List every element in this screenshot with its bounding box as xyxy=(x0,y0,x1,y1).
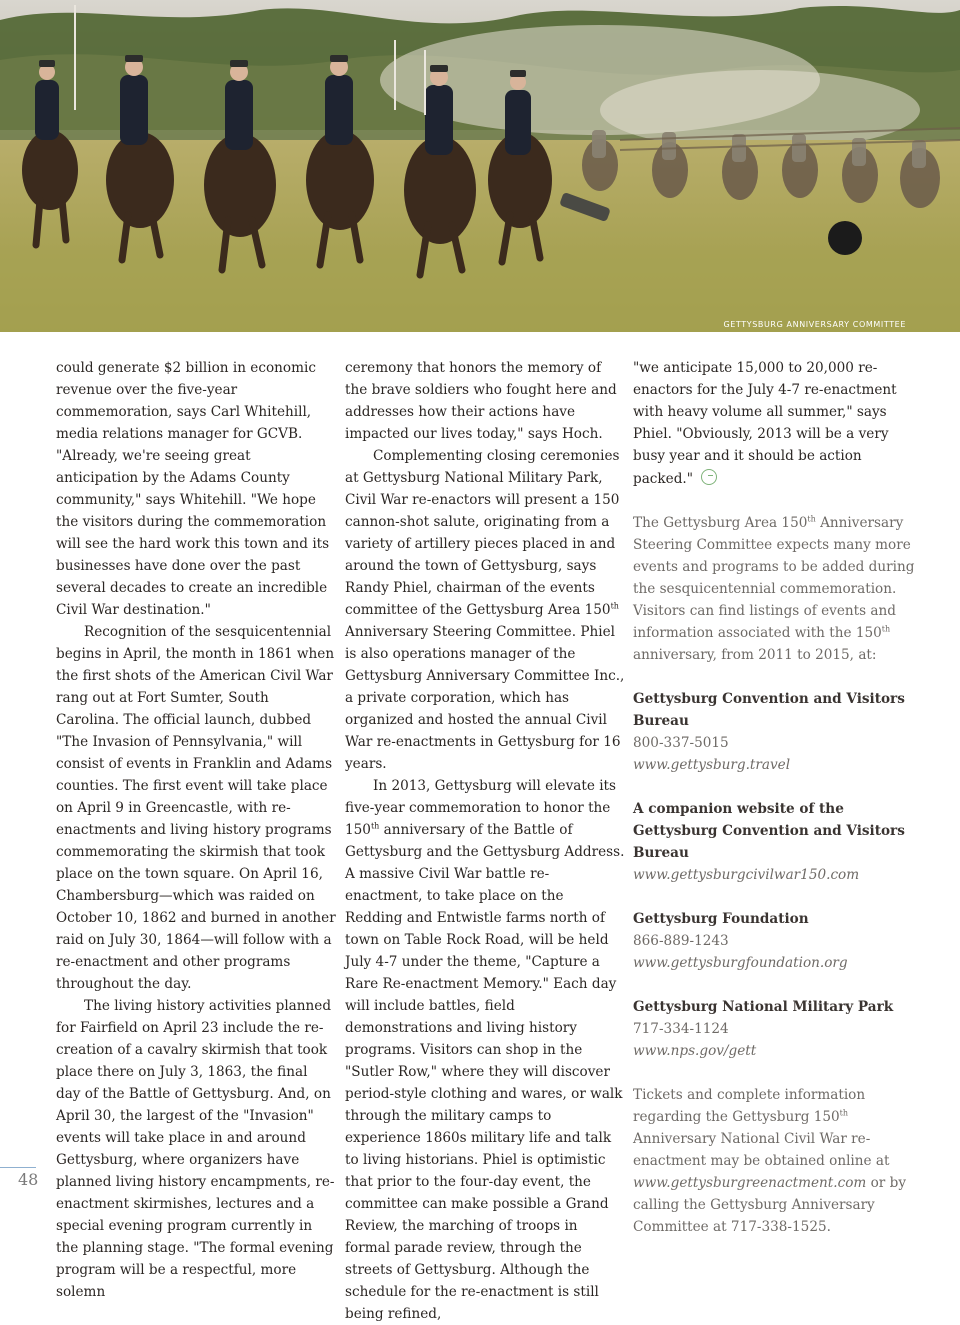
quote-paragraph: "we anticipate 15,000 to 20,000 re-enactors for the July 4-7 re-enactment with heavy volume all summer," says Phiel. "Obviously, 2013 will be a very busy year and it should be action packed." xyxy=(633,360,897,487)
article-column-3 xyxy=(633,357,923,1238)
paragraph: The living history activities planned for Fairfield on April 23 include the re-creation of a cavalry skirmish that took place there on July 3, 1863, the final day of the Battle of Gettysburg. And, on April 30, the largest of the "Invasion" events will take place in and around Gettysburg, where organizers have planned living history encampments, re-enactment skirmishes, lectures and a special evening program currently in the planning stage. "The formal evening program will be a respectful, more solemn xyxy=(56,998,335,1300)
paragraph: Complementing closing ceremonies at Gettysburg National Military Park, Civil War re-enactors will present a 150 cannon-shot salute, originating from a variety of artillery pieces placed in and around the town of Gettysburg, says Randy Phiel, chairman of the events committee of the Gettysburg Area 150th Anniversary Steering Committee. Phiel is also operations manager of the Gettysburg Anniversary Committee Inc., a private corporation, which has organized and hosted the annual Civil War re-enactments in Gettysburg for 16 years. xyxy=(345,448,625,772)
sidebar-intro: The Gettysburg Area 150th Anniversary Steering Committee expects many more events and programs to be added during the sesquicentennial commemoration. Visitors can find listings of events and information associated with the 150th anniversary, from 2011 to 2015, at: xyxy=(633,514,915,663)
resource-link[interactable]: www.gettysburgcivilwar150.com xyxy=(633,867,860,883)
resource-link[interactable]: www.gettysburg.travel xyxy=(633,757,791,773)
paragraph: could generate $2 billion in economic revenue over the five-year commemoration, says Carl Whitehill, media relations manager for GCVB. "Already, we're seeing great anticipation by the Adams County community," says Whitehill. "We hope the visitors during the commemoration will see the hard work this town and its businesses have done over the past several decades to create an incredible Civil War destination." xyxy=(56,360,330,618)
resource-link[interactable]: www.nps.gov/gett xyxy=(633,1043,757,1059)
resource-name: A companion website of the Gettysburg Convention and Visitors Bureau xyxy=(633,801,905,861)
resource-name: Gettysburg Convention and Visitors Bureau xyxy=(633,691,905,729)
resource-phone: 800-337-5015 xyxy=(633,735,729,751)
page-number: 48 xyxy=(18,1170,39,1189)
resource-block xyxy=(633,688,923,776)
paragraph: In 2013, Gettysburg will elevate its five-year commemoration to honor the 150th anniversary of the Battle of Gettysburg and the Gettysburg Address. A massive Civil War battle re-enactment, to take place on the Redding and Entwistle farms north of town on Table Rock Road, will be held July 4-7 under the theme, "Capture a Rare Re-enactment Memory." Each day will include battles, field demonstrations and living history programs. Visitors can shop in the "Sutler Row," where they will discover period-style clothing and wares, or walk through the military camps to experience 1860s military life and talk to living historians. Phiel is optimistic that prior to the four-day event, the committee can make possible a Grand Review, the marching of troops in formal parade review, through the streets of Gettysburg. Although the schedule for the re-enactment is still being refined, xyxy=(345,778,625,1322)
resource-link[interactable]: www.gettysburgfoundation.org xyxy=(633,955,848,971)
tickets-link[interactable]: www.gettysburgreenactment.com xyxy=(633,1175,867,1191)
cavalry-charge-illustration xyxy=(0,0,960,332)
resource-block xyxy=(633,798,923,886)
resource-block xyxy=(633,908,923,974)
resource-block xyxy=(633,996,923,1062)
tickets-info: Tickets and complete information regarding the Gettysburg 150th Anniversary National Civil War re-enactment may be obtained online at www.gettysburgreenactment.com or by calling the Gettysburg Anniversary Committee at 717-338-1525. xyxy=(633,1087,907,1235)
article-column-2 xyxy=(345,357,625,1325)
hero-photo xyxy=(0,0,960,332)
end-of-article-icon xyxy=(701,469,717,485)
resource-phone: 717-334-1124 xyxy=(633,1021,729,1037)
paragraph: Recognition of the sesquicentennial begins in April, the month in 1861 when the first shots of the American Civil War rang out at Fort Sumter, South Carolina. The official launch, dubbed "The Invasion of Pennsylvania," will consist of events in Franklin and Adams counties. The first event will take place on April 9 in Greencastle, with re-enactments and living history programs commemorating the skirmish that took place on the town square. On April 16, Chambersburg—which was raided on October 10, 1862 and burned in another raid on July 30, 1864—will follow with a re-enactment and other programs throughout the day. xyxy=(56,624,336,992)
resource-phone: 866-889-1243 xyxy=(633,933,729,949)
paragraph: ceremony that honors the memory of the brave soldiers who fought here and addresses how their actions have impacted our lives today," says Hoch. xyxy=(345,360,617,442)
article-column-1 xyxy=(56,357,336,1303)
resource-name: Gettysburg Foundation xyxy=(633,911,809,927)
photo-credit: GETTYSBURG ANNIVERSARY COMMITTEE xyxy=(723,320,906,329)
page-number-rule xyxy=(0,1167,36,1168)
resource-name: Gettysburg National Military Park xyxy=(633,999,894,1015)
